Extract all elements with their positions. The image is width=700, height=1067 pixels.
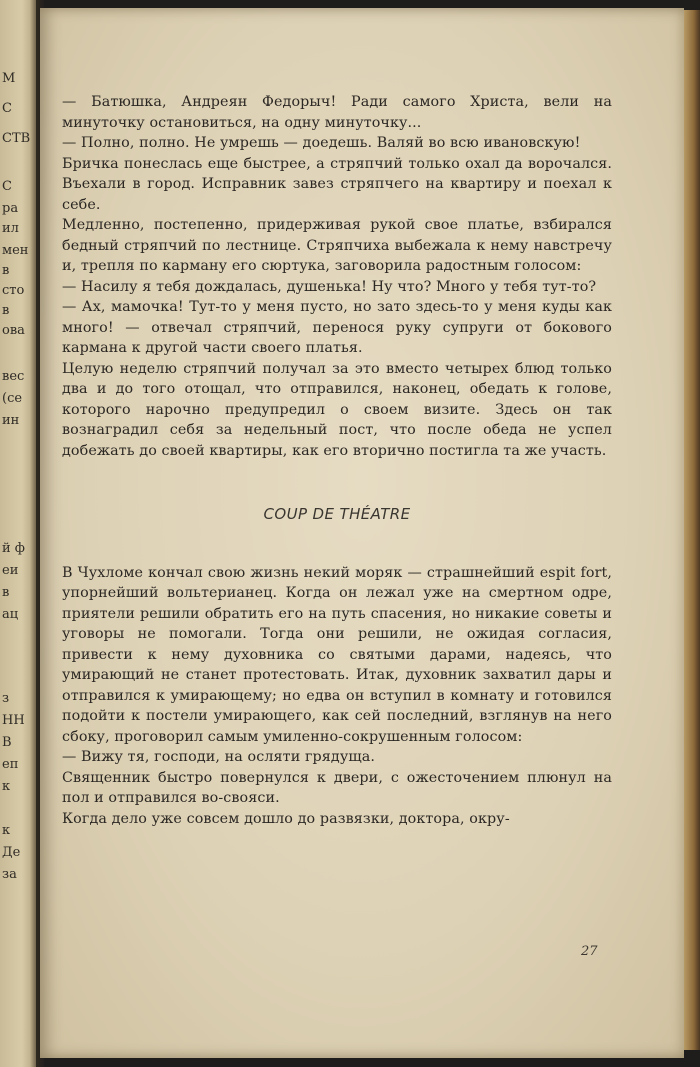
left-page-fragment: ин	[2, 413, 20, 428]
left-page-fragment: еп	[2, 757, 19, 772]
section-title: COUP DE THÉATRE	[263, 505, 411, 523]
left-page-fragment: сто	[2, 283, 25, 298]
book-edge	[684, 10, 700, 1050]
left-page-fragment: В	[2, 735, 12, 750]
paragraph: — Насилу я тебя дождалась, душенька! Ну что? Много у тебя тут-то?	[62, 278, 597, 295]
paragraph: Целую неделю стряпчий получал за это вместо четырех блюд только два и до того отощал, что отправился, наконец, обедать к голове, которого нарочно предупредил о своем визите. Здесь он так вознаградил себя за недельный пост, что после обеда не успел добежать до своей квартиры, как его вторично постигла та же участь.	[62, 360, 612, 459]
left-page-fragment: к	[2, 823, 11, 838]
left-page-fragment: з	[2, 691, 10, 706]
left-page-fragment: мен	[2, 243, 29, 258]
left-page-fragment: еи	[2, 563, 19, 578]
paragraph: Когда дело уже совсем дошло до развязки, доктора, окру-	[62, 810, 510, 827]
paragraph: Священник быстро повернулся к двери, с ожесточением плюнул на пол и отправился во-свояси.	[62, 769, 612, 806]
left-page-fragment: в	[2, 303, 10, 318]
paragraph: В Чухломе кончал свою жизнь некий моряк — страшнейший espit fort, упорнейший вольтерианец. Когда он лежал уже на смертном одре, приятели решили обратить его на путь спасения, но никакие советы и уговоры не помогали. Тогда они решили, не ожидая согласия, привести к нему духовника со святыми дарами, надеясь, что умирающий не станет протестовать. Итак, духовник захватил дары и отправился к умирающему; но едва он вступил в комнату и готовился подойти к постели умирающего, как сей последний, взглянув на него сбоку, проговорил самым умиленно-сокрушенным голосом:	[62, 564, 612, 745]
paragraph: Бричка понеслась еще быстрее, а стряпчий только охал да ворочался. Въехали в город. Исправник завез стряпчего на квартиру и поехал к себе.	[62, 155, 612, 213]
page-number: 27	[581, 944, 598, 959]
left-page-fragment: в	[2, 585, 10, 600]
left-page-fragment: ил	[2, 221, 19, 236]
left-page-fragment: С	[2, 101, 12, 116]
left-page-fragment: С	[2, 179, 12, 194]
left-page-fragment: в	[2, 263, 10, 278]
left-page-fragment: за	[2, 867, 17, 882]
paragraph: — Ах, мамочка! Тут-то у меня пусто, но зато здесь-то у меня куды как много! — отвечал стряпчий, перенося руку супруги от бокового кармана к другой части своего платья.	[62, 299, 612, 356]
paragraph: — Полно, полно. Не умрешь — доедешь. Валяй во всю ивановскую!	[62, 135, 581, 151]
left-page-fragment: Де	[2, 845, 21, 860]
left-page-fragment: ац	[2, 607, 19, 622]
paragraph: — Батюшка, Андреян Федорыч! Ради самого Христа, вели на минуточку остановиться, на одну минуточку...	[62, 94, 612, 131]
left-page-fragment: к	[2, 779, 11, 794]
left-page-fragment: ра	[2, 201, 19, 216]
left-page-fragment: й ф	[2, 541, 25, 556]
left-page-fragment: ова	[2, 323, 25, 338]
left-page-fragment: М	[2, 71, 16, 86]
left-page-fragment: (се	[2, 391, 23, 406]
left-page-fragment: СТВ	[2, 131, 31, 146]
left-page-fragment: НН	[2, 713, 25, 728]
left-page-fragment: вес	[2, 369, 25, 384]
paragraph: — Вижу тя, господи, на осляти грядуща.	[62, 749, 375, 765]
paragraph: Медленно, постепенно, придерживая рукой свое платье, взбирался бедный стряпчий по лестнице. Стряпчиха выбежала к нему навстречу и, трепля по карману его сюртука, заговорила радостным голосом:	[62, 217, 612, 274]
page-text	[62, 92, 612, 829]
